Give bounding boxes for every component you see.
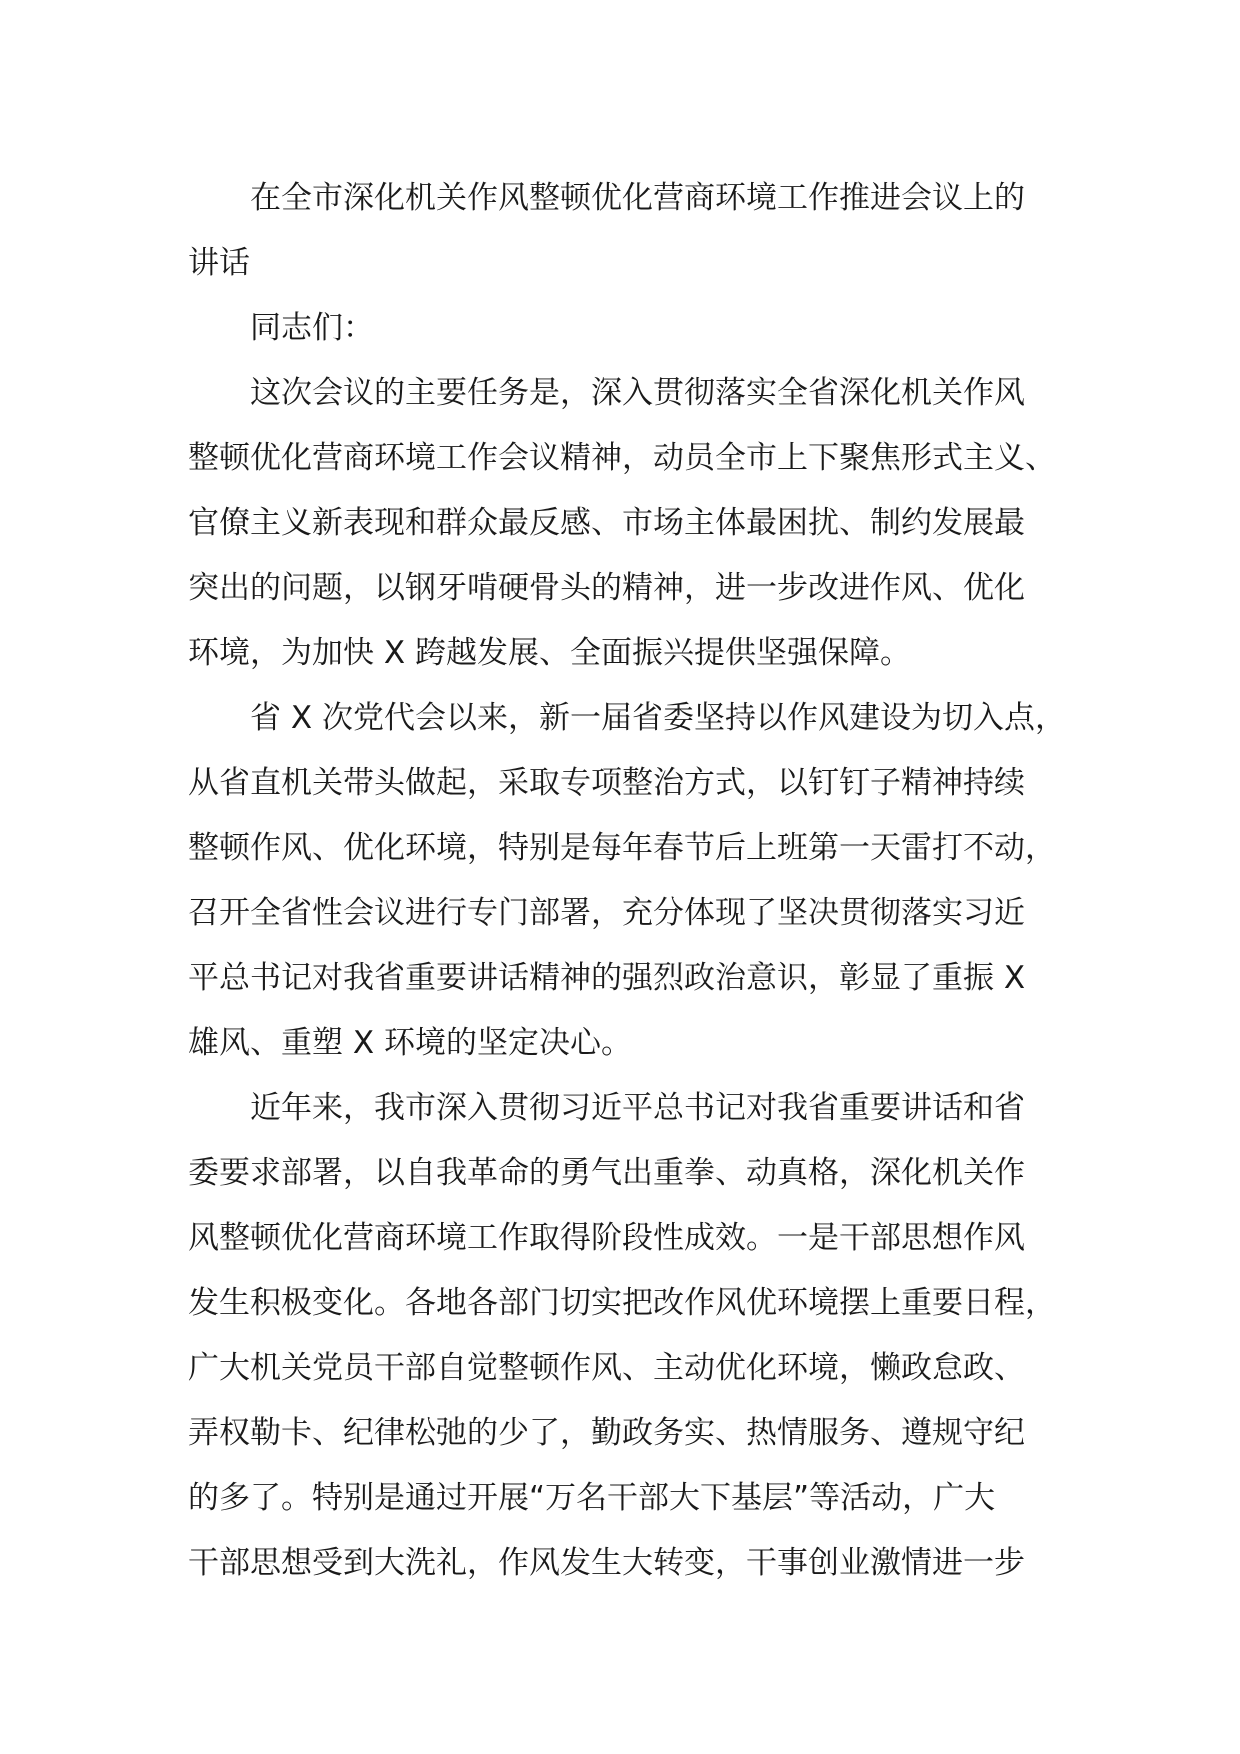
paragraph-line: 风整顿优化营商环境工作取得阶段性成效。一是干部思想作风	[188, 1220, 1025, 1256]
paragraph-line: 发生积极变化。各地各部门切实把改作风优环境摆上重要日程，	[188, 1285, 1056, 1321]
paragraph-line: 的多了。特别是通过开展“万名干部大下基层”等活动，广大	[188, 1480, 996, 1516]
paragraph-line: 官僚主义新表现和群众最反感、市场主体最困扰、制约发展最	[188, 505, 1025, 541]
paragraph-line: 委要求部署，以自我革命的勇气出重拳、动真格，深化机关作	[188, 1155, 1025, 1191]
paragraph-line: 环境，为加快 X 跨越发展、全面振兴提供坚强保障。	[188, 635, 911, 671]
title-line: 在全市深化机关作风整顿优化营商环境工作推进会议上的	[250, 180, 1025, 216]
paragraph-line: 广大机关党员干部自觉整顿作风、主动优化环境，懒政怠政、	[188, 1350, 1025, 1386]
paragraph-line: 整顿作风、优化环境，特别是每年春节后上班第一天雷打不动，	[188, 830, 1056, 866]
paragraph-line: 干部思想受到大洗礼，作风发生大转变，干事创业激情进一步	[188, 1545, 1025, 1581]
paragraph-line: 近年来，我市深入贯彻习近平总书记对我省重要讲话和省	[250, 1090, 1025, 1126]
paragraph-line: 弄权勒卡、纪律松弛的少了，勤政务实、热情服务、遵规守纪	[188, 1415, 1025, 1451]
paragraph-line: 省 X 次党代会以来，新一届省委坚持以作风建设为切入点，	[250, 700, 1066, 736]
document-body	[188, 166, 1088, 1596]
paragraph-2	[188, 686, 1088, 1076]
paragraph-line: 突出的问题，以钢牙啃硬骨头的精神，进一步改进作风、优化	[188, 570, 1025, 606]
paragraph-line: 整顿优化营商环境工作会议精神，动员全市上下聚焦形式主义、	[188, 440, 1056, 476]
paragraph-line: 这次会议的主要任务是，深入贯彻落实全省深化机关作风	[250, 375, 1025, 411]
document-title	[188, 166, 1088, 296]
paragraph-line: 从省直机关带头做起，采取专项整治方式，以钉钉子精神持续	[188, 765, 1025, 801]
title-line: 讲话	[188, 245, 250, 281]
paragraph-1	[188, 361, 1088, 686]
paragraph-line: 平总书记对我省重要讲话精神的强烈政治意识，彰显了重振 X	[188, 960, 1026, 996]
paragraph-3	[188, 1076, 1088, 1596]
paragraph-line: 召开全省性会议进行专门部署，充分体现了坚决贯彻落实习近	[188, 895, 1025, 931]
salutation: 同志们：	[250, 310, 374, 346]
paragraph-line: 雄风、重塑 X 环境的坚定决心。	[188, 1025, 632, 1061]
